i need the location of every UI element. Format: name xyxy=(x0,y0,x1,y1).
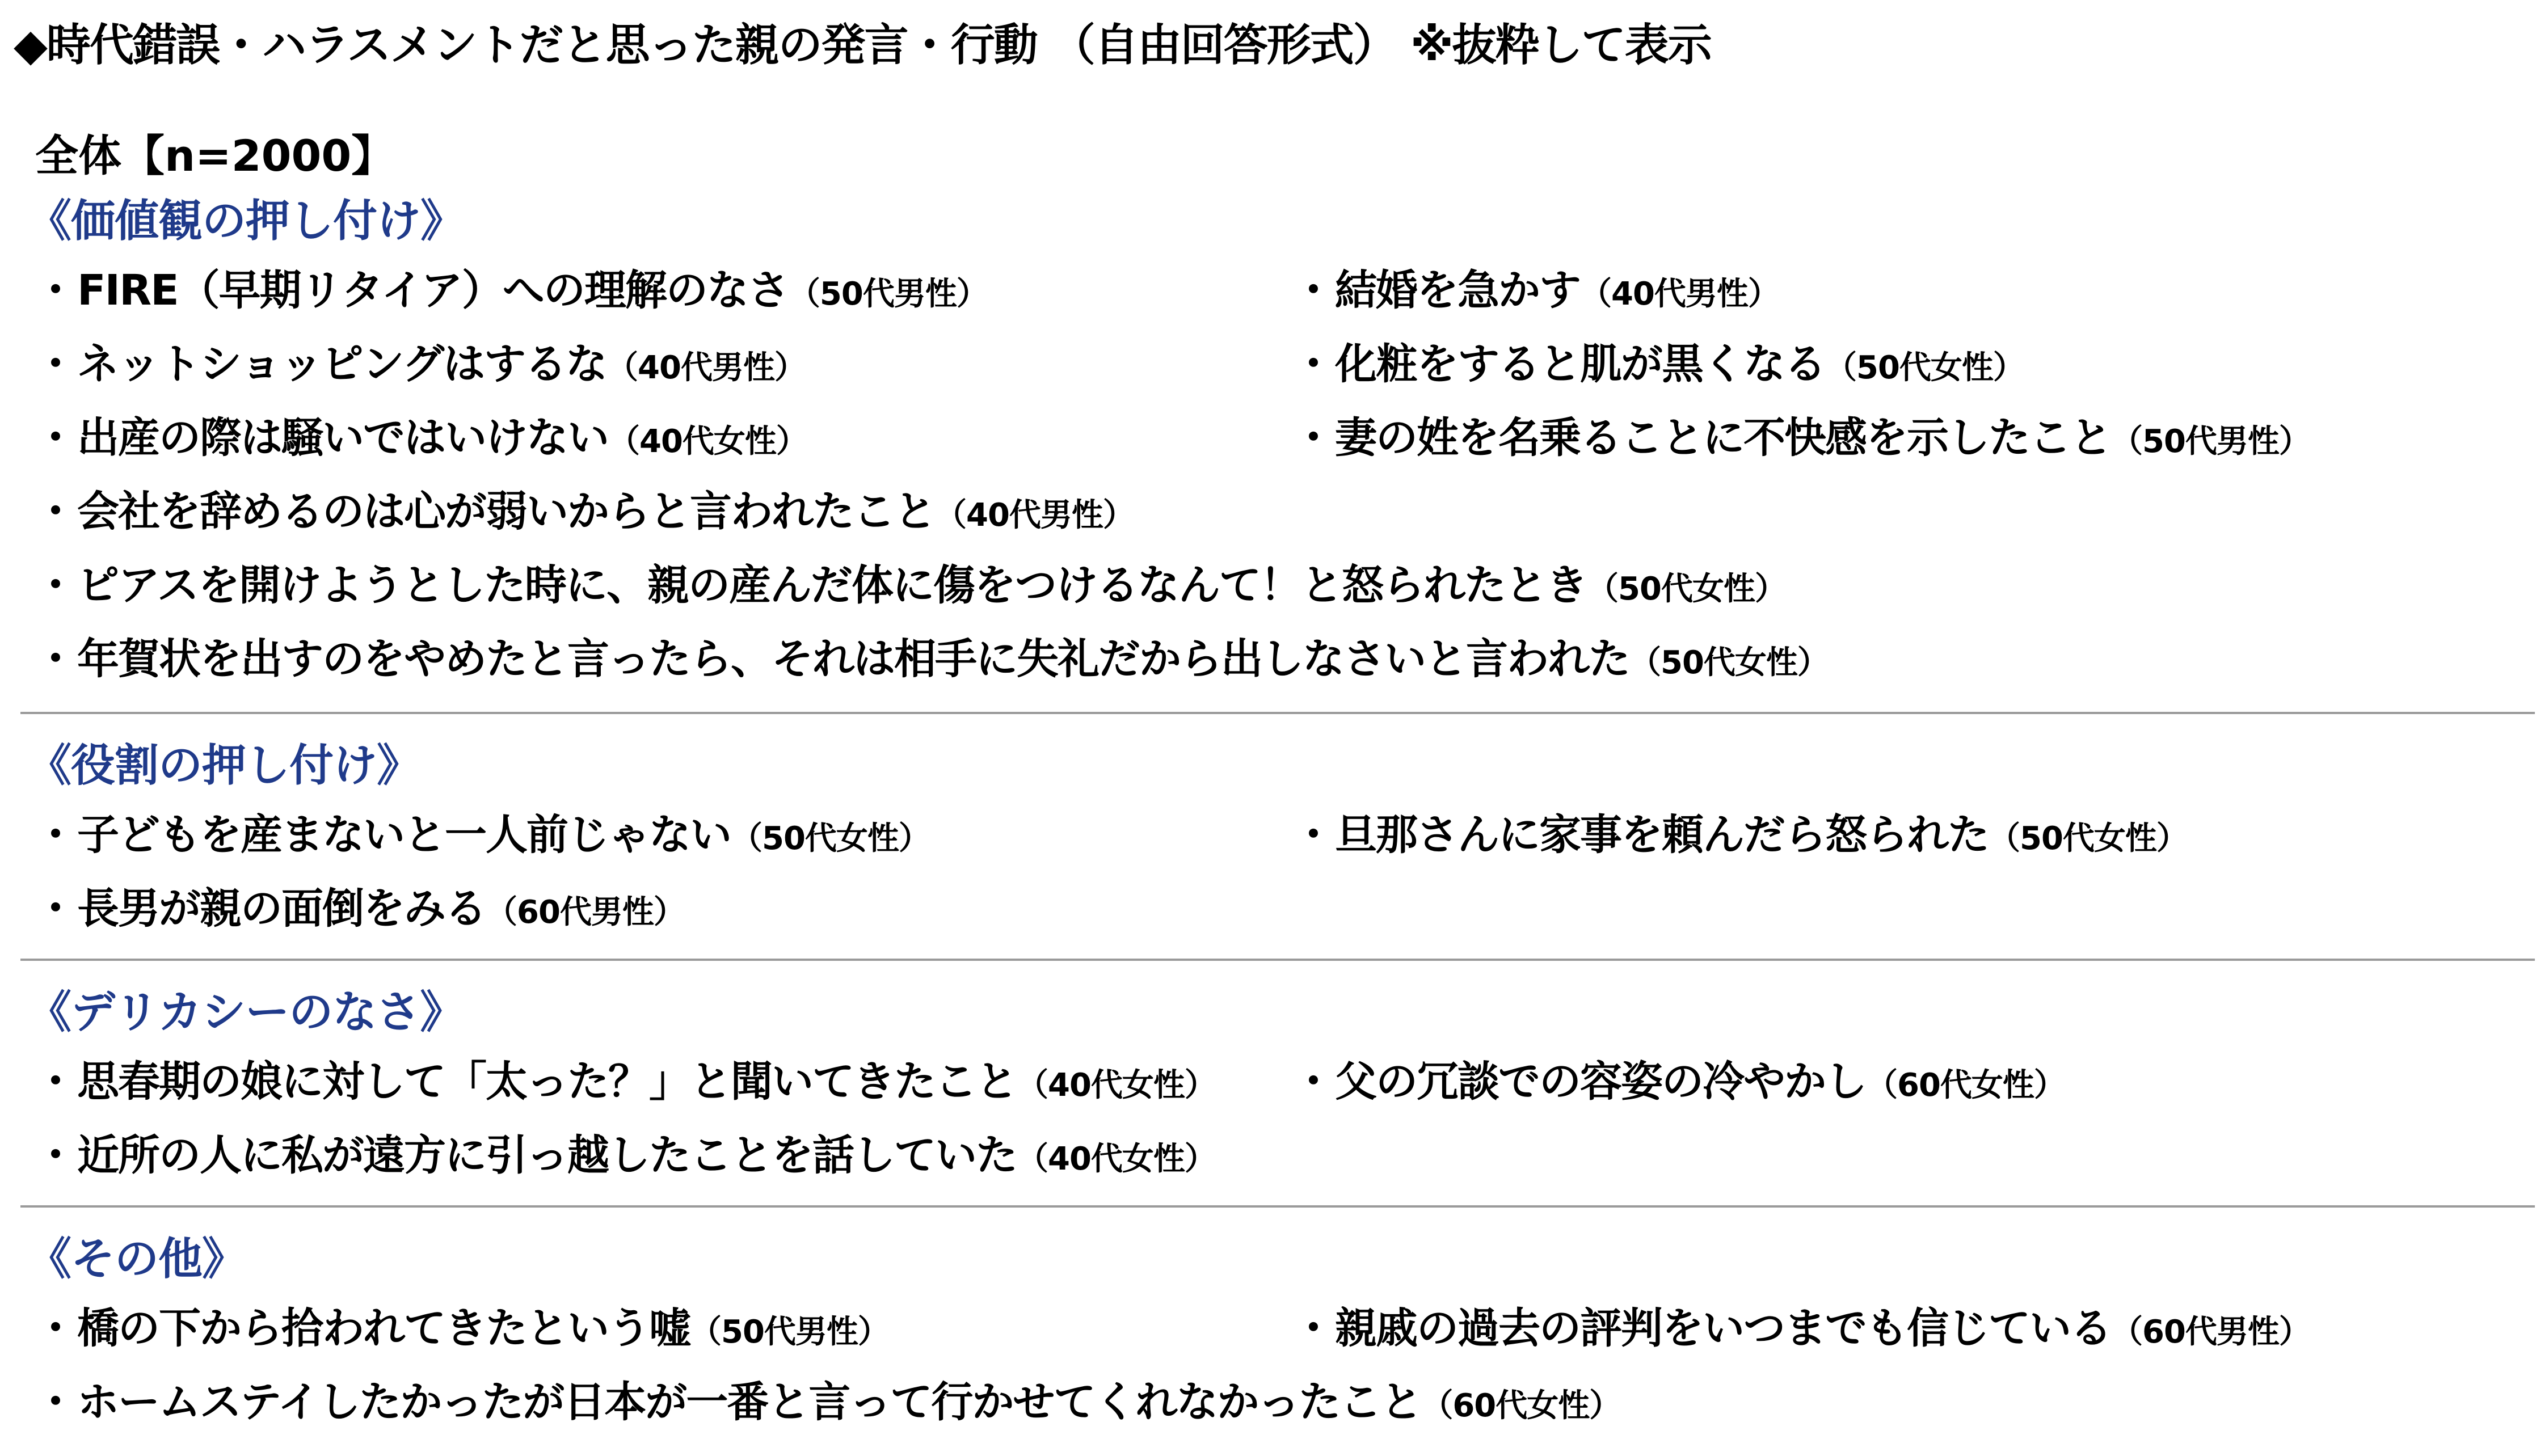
list-item xyxy=(33,1121,1216,1193)
bullet-mark: ・ xyxy=(35,266,75,315)
item-text: ピアスを開けようとした時に、親の産んだ体に傷をつけるなんて！と怒られたとき xyxy=(77,561,1587,610)
item-text: 親戚の過去の評判をいつまでも信じている xyxy=(1335,1304,2111,1353)
item-text: 近所の人に私が遠方に引っ越したことを話していた xyxy=(77,1131,1017,1180)
respondent-attribute: （60代男性） xyxy=(2111,1314,2310,1351)
bullet-mark: ・ xyxy=(35,884,75,933)
respondent-attribute: （40代男性） xyxy=(1580,276,1779,313)
section-title: 《価値観の押し付け》 xyxy=(27,196,465,247)
bullet-mark: ・ xyxy=(35,487,75,536)
section-divider xyxy=(20,1205,2535,1208)
list-item xyxy=(1291,404,2310,476)
bullet-mark: ・ xyxy=(35,635,75,683)
list-item xyxy=(1291,1294,2310,1366)
list-item xyxy=(33,551,1786,623)
list-item xyxy=(33,256,988,328)
respondent-attribute: （50代男性） xyxy=(788,276,988,313)
list-item xyxy=(33,478,1134,550)
bullet-mark: ・ xyxy=(35,1131,75,1180)
item-text: 会社を辞めるのは心が弱いからと言われたこと xyxy=(77,487,935,536)
bullet-mark: ・ xyxy=(35,413,75,462)
list-item xyxy=(1291,256,1779,328)
bullet-mark: ・ xyxy=(1292,811,1333,859)
list-item xyxy=(1291,801,2188,873)
item-text: ネットショッピングはするな xyxy=(77,340,607,389)
item-text: ホームステイしたかったが日本が一番と言って行かせてくれなかったこと xyxy=(77,1378,1422,1427)
bullet-mark: ・ xyxy=(1292,413,1333,462)
respondent-attribute: （50代男性） xyxy=(2111,423,2310,460)
bullet-mark: ・ xyxy=(1292,340,1333,389)
list-item xyxy=(33,875,685,947)
list-item xyxy=(33,404,807,476)
respondent-attribute: （50代女性） xyxy=(1587,571,1786,607)
section-title: 《デリカシーのなさ》 xyxy=(27,987,464,1038)
list-item xyxy=(1291,330,2024,402)
respondent-attribute: （60代女性） xyxy=(1421,1387,1621,1424)
bullet-mark: ・ xyxy=(35,1378,75,1427)
item-text: 橋の下から拾われてきたという嘘 xyxy=(77,1304,690,1353)
bullet-mark: ・ xyxy=(35,561,75,610)
list-item xyxy=(33,625,1829,697)
item-text: 父の冗談での容姿の冷やかし xyxy=(1335,1057,1866,1106)
list-item xyxy=(33,1048,1216,1120)
item-text: 旦那さんに家事を頼んだら怒られた xyxy=(1335,811,1989,859)
respondent-attribute: （60代男性） xyxy=(486,894,685,931)
sample-size-label: 全体【n=2000】 xyxy=(35,130,395,181)
respondent-attribute: （40代女性） xyxy=(1017,1067,1216,1104)
respondent-attribute: （50代女性） xyxy=(1629,644,1829,681)
list-item xyxy=(1291,1048,2065,1120)
item-text: 年賀状を出すのをやめたと言ったら、それは相手に失礼だから出しなさいと言われた xyxy=(77,635,1629,683)
item-text: 妻の姓を名乗ることに不快感を示したこと xyxy=(1335,413,2111,462)
list-item xyxy=(33,1368,1620,1440)
list-item xyxy=(33,330,806,402)
respondent-attribute: （50代女性） xyxy=(1989,820,2188,857)
bullet-mark: ・ xyxy=(1292,1057,1333,1106)
respondent-attribute: （50代女性） xyxy=(731,820,930,857)
bullet-mark: ・ xyxy=(1292,1304,1333,1353)
bullet-mark: ・ xyxy=(35,1057,75,1106)
section-title: 《その他》 xyxy=(27,1234,246,1285)
section-divider xyxy=(20,959,2535,961)
item-text: 結婚を急かす xyxy=(1335,266,1580,315)
bullet-mark: ・ xyxy=(35,811,75,859)
respondent-attribute: （40代男性） xyxy=(935,497,1134,534)
item-text: 子どもを産まないと一人前じゃない xyxy=(77,811,731,859)
item-text: 化粧をすると肌が黒くなる xyxy=(1335,340,1825,389)
respondent-attribute: （40代男性） xyxy=(606,349,806,386)
bullet-mark: ・ xyxy=(35,1304,75,1353)
bullet-mark: ・ xyxy=(35,340,75,389)
respondent-attribute: （40代女性） xyxy=(1017,1141,1216,1178)
page-heading: ◆時代錯誤・ハラスメントだと思った親の発言・行動 （自由回答形式） ※抜粋して表示 xyxy=(14,20,1711,71)
bullet-mark: ・ xyxy=(1292,266,1333,315)
list-item xyxy=(33,1294,889,1366)
section-divider xyxy=(20,712,2535,714)
list-item xyxy=(33,801,930,873)
item-text: 思春期の娘に対して「太った？」と聞いてきたこと xyxy=(77,1057,1017,1106)
section-title: 《役割の押し付け》 xyxy=(27,740,421,791)
item-text: FIRE（早期リタイア）への理解のなさ xyxy=(77,266,789,315)
respondent-attribute: （50代女性） xyxy=(1825,349,2024,386)
respondent-attribute: （40代女性） xyxy=(608,423,807,460)
respondent-attribute: （60代女性） xyxy=(1866,1067,2065,1104)
respondent-attribute: （50代男性） xyxy=(690,1314,889,1351)
item-text: 出産の際は騒いではいけない xyxy=(77,413,608,462)
item-text: 長男が親の面倒をみる xyxy=(77,884,486,933)
